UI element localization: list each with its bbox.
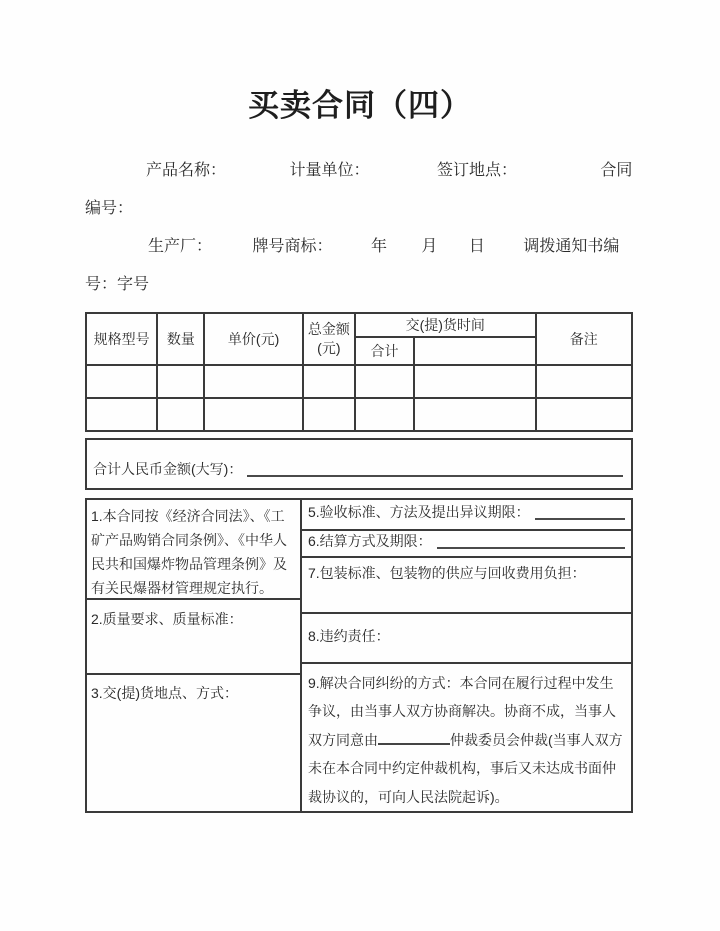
month-label: 月 xyxy=(421,238,438,255)
clause-1-applicable-law: 1.本合同按《经济合同法》、《工矿产品购销合同条例》、《中华人民共和国爆炸物品管理条例》及有关民爆器材管理规定执行。 xyxy=(87,500,300,600)
clause-5-acceptance-standard xyxy=(302,500,631,531)
clauses-left-column xyxy=(87,500,302,811)
col-header-remarks: 备注 xyxy=(536,313,632,365)
page-title: 买卖合同（四） xyxy=(248,88,472,123)
col-header-unit-price: 单价(元) xyxy=(204,313,302,365)
empty-cell xyxy=(303,365,355,398)
table-row xyxy=(86,398,632,431)
contract-clauses-table xyxy=(85,498,633,813)
day-label: 日 xyxy=(468,238,485,255)
clause-2-quality-standard: 2.质量要求、质量标准： xyxy=(87,600,300,675)
col-header-delivery-time: 交(提)货时间 xyxy=(355,313,536,337)
clause-6-blank-line xyxy=(437,547,625,549)
empty-cell xyxy=(536,365,632,398)
year-label: 年 xyxy=(370,238,387,255)
empty-cell xyxy=(157,365,204,398)
clause-7-packaging-standard: 7.包装标准、包装物的供应与回收费用负担： xyxy=(302,558,631,614)
clause-9-text-before-blank: 9.解决合同纠纷的方式：本合同在履行过程中发生争议，由当事人双方协商解决。协商不成，当事人双方同意由 xyxy=(308,674,616,748)
dispatch-notice-number-label: 调拨通知书编号：字号 xyxy=(85,238,620,293)
empty-cell xyxy=(204,365,302,398)
empty-cell xyxy=(414,398,535,431)
clause-6-settlement-method xyxy=(302,531,631,558)
clause-3-delivery-place-method: 3.交(提)货地点、方式： xyxy=(91,685,238,701)
table-header-row-1 xyxy=(86,313,632,337)
product-name-label: 产品名称： xyxy=(146,162,227,179)
manufacturer-label: 生产厂： xyxy=(148,238,213,255)
total-amount-in-words-row xyxy=(85,438,633,490)
measure-unit-label: 计量单位： xyxy=(289,162,370,179)
clause-9-text xyxy=(308,669,625,812)
contract-number-label: 合同编号： xyxy=(85,162,633,217)
header-line-1 xyxy=(85,152,633,228)
empty-cell xyxy=(86,365,157,398)
empty-cell xyxy=(355,398,414,431)
col-header-delivery-blank xyxy=(414,337,535,365)
col-header-total-amount: 总金额(元) xyxy=(303,313,355,365)
signing-place-label: 签订地点： xyxy=(436,162,517,179)
clause-6-label: 6.结算方式及期限： xyxy=(308,533,432,550)
contract-header-fields xyxy=(85,152,633,304)
clause-5-blank-line xyxy=(535,518,625,520)
items-table xyxy=(85,312,633,432)
clause-9-text-after-blank: 仲裁委员会仲裁(当事人双方未在本合同中约定仲裁机构，事后又未达成书面仲裁协议的，可向人民法院起诉)。 xyxy=(308,731,623,805)
brand-trademark-label: 牌号商标： xyxy=(252,238,333,255)
empty-cell xyxy=(355,365,414,398)
clauses-right-column xyxy=(302,500,631,811)
empty-cell xyxy=(204,398,302,431)
col-header-subtotal: 合计 xyxy=(355,337,414,365)
clause-9-arbitration-blank xyxy=(378,730,450,745)
clause-8-breach-liability: 8.违约责任： xyxy=(302,614,631,663)
clause-9-dispute-resolution xyxy=(302,664,631,812)
empty-cell xyxy=(414,365,535,398)
col-header-quantity: 数量 xyxy=(157,313,204,365)
clause-5-label: 5.验收标准、方法及提出异议期限： xyxy=(308,504,530,521)
empty-cell xyxy=(157,398,204,431)
table-row xyxy=(86,365,632,398)
total-amount-blank-line xyxy=(247,475,623,477)
empty-cell xyxy=(303,398,355,431)
total-amount-in-words-label: 合计人民币金额(大写)： xyxy=(93,461,243,477)
empty-cell xyxy=(536,398,632,431)
header-line-2 xyxy=(85,228,633,304)
col-header-spec: 规格型号 xyxy=(86,313,157,365)
empty-cell xyxy=(86,398,157,431)
